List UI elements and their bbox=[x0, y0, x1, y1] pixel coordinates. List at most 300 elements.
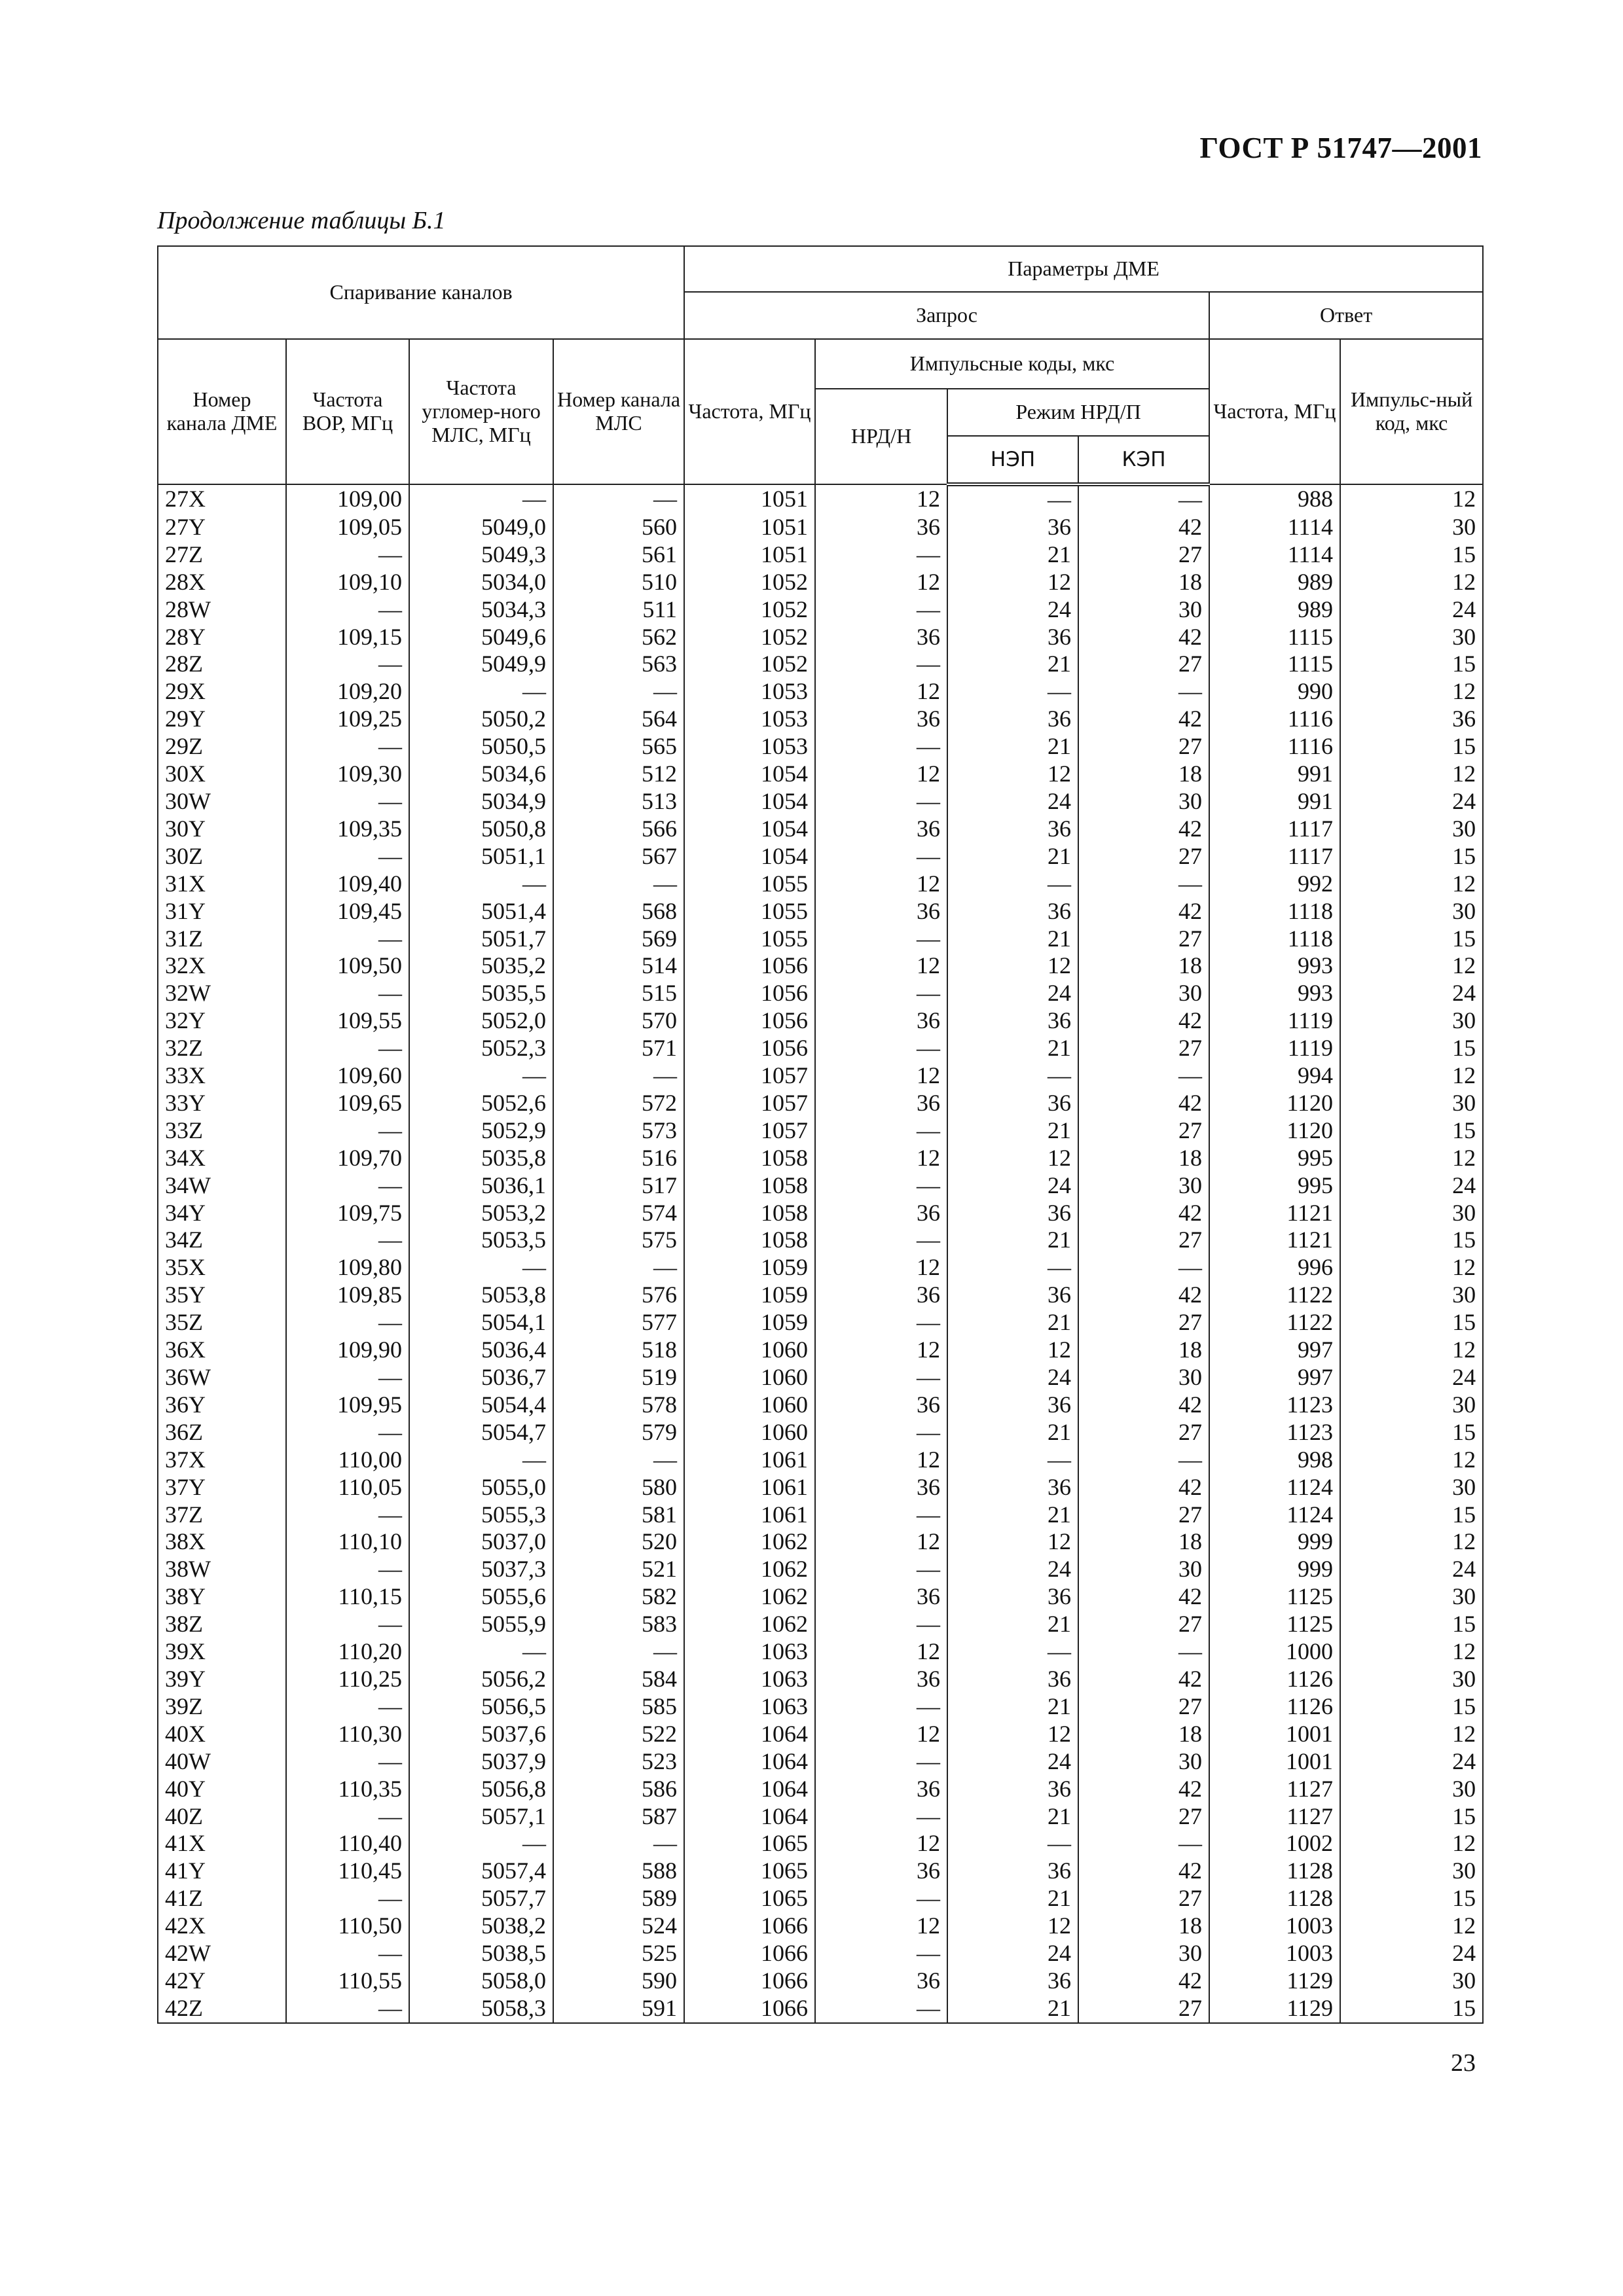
header-nrd-n: НРД/Н bbox=[815, 389, 947, 484]
cell-request-frequency: 1061 bbox=[684, 1501, 815, 1529]
cell-mls-frequency: 5054,4 bbox=[409, 1391, 553, 1419]
cell-mls-channel: — bbox=[553, 1062, 684, 1090]
cell-vor-frequency: 109,70 bbox=[286, 1145, 409, 1172]
cell-kep: 30 bbox=[1078, 1748, 1209, 1776]
cell-vor-frequency: 110,50 bbox=[286, 1912, 409, 1940]
cell-kep: 30 bbox=[1078, 980, 1209, 1007]
cell-reply-frequency: 990 bbox=[1209, 678, 1340, 706]
cell-mls-frequency: 5035,5 bbox=[409, 980, 553, 1007]
cell-dme-channel: 39X bbox=[158, 1638, 286, 1666]
cell-nrd-n: 36 bbox=[815, 624, 947, 651]
cell-reply-frequency: 1129 bbox=[1209, 1967, 1340, 1995]
cell-mls-frequency: 5050,2 bbox=[409, 706, 553, 733]
cell-vor-frequency: 110,20 bbox=[286, 1638, 409, 1666]
cell-mls-channel: 570 bbox=[553, 1007, 684, 1035]
cell-kep: 18 bbox=[1078, 1721, 1209, 1748]
cell-nrd-n: — bbox=[815, 1501, 947, 1529]
cell-nrd-n: — bbox=[815, 788, 947, 816]
cell-mls-frequency: 5057,4 bbox=[409, 1857, 553, 1885]
cell-reply-code: 15 bbox=[1340, 1227, 1483, 1254]
cell-nep: 36 bbox=[947, 1776, 1078, 1803]
table-row bbox=[158, 1528, 1483, 1556]
cell-request-frequency: 1066 bbox=[684, 1967, 815, 1995]
cell-nep: 36 bbox=[947, 1967, 1078, 1995]
cell-reply-code: 12 bbox=[1340, 1254, 1483, 1282]
table-row bbox=[158, 925, 1483, 953]
cell-reply-code: 30 bbox=[1340, 1391, 1483, 1419]
cell-request-frequency: 1065 bbox=[684, 1885, 815, 1912]
cell-nrd-n: — bbox=[815, 1556, 947, 1583]
cell-kep: — bbox=[1078, 1446, 1209, 1474]
cell-reply-code: 30 bbox=[1340, 1967, 1483, 1995]
cell-nep: 21 bbox=[947, 1117, 1078, 1145]
cell-vor-frequency: — bbox=[286, 1803, 409, 1831]
table-row bbox=[158, 980, 1483, 1007]
cell-mls-channel: 516 bbox=[553, 1145, 684, 1172]
cell-dme-channel: 38X bbox=[158, 1528, 286, 1556]
cell-mls-frequency: 5053,8 bbox=[409, 1282, 553, 1309]
cell-kep: 42 bbox=[1078, 816, 1209, 843]
cell-reply-code: 12 bbox=[1340, 1830, 1483, 1857]
cell-reply-code: 30 bbox=[1340, 1583, 1483, 1611]
cell-request-frequency: 1052 bbox=[684, 596, 815, 624]
cell-reply-code: 30 bbox=[1340, 1857, 1483, 1885]
cell-nep: 21 bbox=[947, 1693, 1078, 1721]
cell-mls-channel: 591 bbox=[553, 1995, 684, 2023]
cell-reply-code: 12 bbox=[1340, 1721, 1483, 1748]
cell-kep: 42 bbox=[1078, 514, 1209, 541]
cell-mls-frequency: 5037,0 bbox=[409, 1528, 553, 1556]
cell-reply-code: 12 bbox=[1340, 1145, 1483, 1172]
cell-reply-code: 24 bbox=[1340, 1172, 1483, 1200]
cell-nrd-n: 36 bbox=[815, 1090, 947, 1117]
cell-request-frequency: 1060 bbox=[684, 1391, 815, 1419]
cell-mls-frequency: 5051,7 bbox=[409, 925, 553, 953]
table-row bbox=[158, 1007, 1483, 1035]
cell-mls-frequency: 5050,5 bbox=[409, 733, 553, 761]
cell-dme-channel: 33X bbox=[158, 1062, 286, 1090]
cell-mls-channel: 522 bbox=[553, 1721, 684, 1748]
cell-dme-channel: 36W bbox=[158, 1364, 286, 1391]
cell-nep: 21 bbox=[947, 1611, 1078, 1638]
cell-reply-frequency: 1121 bbox=[1209, 1200, 1340, 1227]
cell-reply-frequency: 999 bbox=[1209, 1528, 1340, 1556]
cell-kep: 42 bbox=[1078, 1282, 1209, 1309]
cell-dme-channel: 27Z bbox=[158, 541, 286, 569]
cell-vor-frequency: 110,35 bbox=[286, 1776, 409, 1803]
cell-reply-code: 15 bbox=[1340, 541, 1483, 569]
cell-dme-channel: 40X bbox=[158, 1721, 286, 1748]
cell-reply-code: 15 bbox=[1340, 925, 1483, 953]
cell-dme-channel: 31Y bbox=[158, 898, 286, 925]
cell-nep: 24 bbox=[947, 788, 1078, 816]
cell-kep: 27 bbox=[1078, 1117, 1209, 1145]
cell-vor-frequency: — bbox=[286, 1556, 409, 1583]
cell-reply-frequency: 1128 bbox=[1209, 1857, 1340, 1885]
table-row bbox=[158, 1391, 1483, 1419]
cell-nep: 12 bbox=[947, 1145, 1078, 1172]
cell-nrd-n: 12 bbox=[815, 1254, 947, 1282]
table-row bbox=[158, 1282, 1483, 1309]
table-row bbox=[158, 952, 1483, 980]
header-channel-pairing: Спаривание каналов bbox=[158, 246, 684, 339]
cell-vor-frequency: 109,25 bbox=[286, 706, 409, 733]
cell-reply-frequency: 991 bbox=[1209, 788, 1340, 816]
cell-nrd-n: 12 bbox=[815, 952, 947, 980]
cell-reply-code: 12 bbox=[1340, 1336, 1483, 1364]
cell-nep: 21 bbox=[947, 925, 1078, 953]
cell-reply-frequency: 988 bbox=[1209, 484, 1340, 514]
cell-kep: 42 bbox=[1078, 1967, 1209, 1995]
cell-kep: 27 bbox=[1078, 1309, 1209, 1336]
cell-dme-channel: 38W bbox=[158, 1556, 286, 1583]
cell-reply-frequency: 1122 bbox=[1209, 1309, 1340, 1336]
cell-nrd-n: 12 bbox=[815, 1145, 947, 1172]
cell-reply-frequency: 1000 bbox=[1209, 1638, 1340, 1666]
cell-mls-channel: 515 bbox=[553, 980, 684, 1007]
cell-dme-channel: 28Z bbox=[158, 651, 286, 678]
cell-nrd-n: 12 bbox=[815, 1830, 947, 1857]
table-row bbox=[158, 870, 1483, 898]
cell-nep: 21 bbox=[947, 1885, 1078, 1912]
cell-request-frequency: 1064 bbox=[684, 1748, 815, 1776]
cell-request-frequency: 1051 bbox=[684, 484, 815, 514]
cell-kep: 42 bbox=[1078, 1007, 1209, 1035]
table-row bbox=[158, 1666, 1483, 1693]
cell-reply-frequency: 1121 bbox=[1209, 1227, 1340, 1254]
cell-mls-frequency: 5038,5 bbox=[409, 1940, 553, 1967]
cell-request-frequency: 1066 bbox=[684, 1912, 815, 1940]
cell-mls-frequency: 5052,0 bbox=[409, 1007, 553, 1035]
cell-mls-frequency: 5055,3 bbox=[409, 1501, 553, 1529]
cell-dme-channel: 35Z bbox=[158, 1309, 286, 1336]
cell-vor-frequency: 110,30 bbox=[286, 1721, 409, 1748]
cell-reply-frequency: 996 bbox=[1209, 1254, 1340, 1282]
cell-reply-code: 15 bbox=[1340, 1611, 1483, 1638]
cell-request-frequency: 1065 bbox=[684, 1857, 815, 1885]
cell-mls-channel: 560 bbox=[553, 514, 684, 541]
cell-mls-frequency: 5053,2 bbox=[409, 1200, 553, 1227]
cell-nrd-n: 12 bbox=[815, 484, 947, 514]
cell-vor-frequency: 109,00 bbox=[286, 484, 409, 514]
cell-mls-frequency: 5034,6 bbox=[409, 761, 553, 788]
cell-dme-channel: 41Z bbox=[158, 1885, 286, 1912]
cell-dme-channel: 38Z bbox=[158, 1611, 286, 1638]
cell-dme-channel: 41X bbox=[158, 1830, 286, 1857]
table-row bbox=[158, 1254, 1483, 1282]
cell-vor-frequency: 110,40 bbox=[286, 1830, 409, 1857]
table-row bbox=[158, 651, 1483, 678]
cell-vor-frequency: — bbox=[286, 1227, 409, 1254]
cell-nrd-n: — bbox=[815, 651, 947, 678]
cell-request-frequency: 1066 bbox=[684, 1940, 815, 1967]
cell-reply-frequency: 1127 bbox=[1209, 1803, 1340, 1831]
cell-nep: — bbox=[947, 1446, 1078, 1474]
cell-nep: 36 bbox=[947, 1007, 1078, 1035]
cell-reply-frequency: 1117 bbox=[1209, 816, 1340, 843]
cell-request-frequency: 1057 bbox=[684, 1090, 815, 1117]
cell-mls-channel: 519 bbox=[553, 1364, 684, 1391]
cell-reply-code: 24 bbox=[1340, 1748, 1483, 1776]
cell-mls-frequency: 5037,6 bbox=[409, 1721, 553, 1748]
cell-nrd-n: — bbox=[815, 980, 947, 1007]
cell-kep: 42 bbox=[1078, 1391, 1209, 1419]
cell-mls-channel: 523 bbox=[553, 1748, 684, 1776]
cell-nep: 21 bbox=[947, 1035, 1078, 1062]
cell-mls-channel: 524 bbox=[553, 1912, 684, 1940]
table-row bbox=[158, 816, 1483, 843]
table-row bbox=[158, 1556, 1483, 1583]
cell-mls-frequency: 5049,6 bbox=[409, 624, 553, 651]
table-row bbox=[158, 1721, 1483, 1748]
cell-request-frequency: 1059 bbox=[684, 1309, 815, 1336]
cell-reply-frequency: 1118 bbox=[1209, 898, 1340, 925]
cell-dme-channel: 30W bbox=[158, 788, 286, 816]
cell-mls-channel: 565 bbox=[553, 733, 684, 761]
table-row bbox=[158, 1446, 1483, 1474]
cell-vor-frequency: 109,40 bbox=[286, 870, 409, 898]
cell-mls-channel: 589 bbox=[553, 1885, 684, 1912]
cell-reply-code: 12 bbox=[1340, 484, 1483, 514]
cell-mls-channel: 563 bbox=[553, 651, 684, 678]
cell-nrd-n: — bbox=[815, 733, 947, 761]
cell-dme-channel: 41Y bbox=[158, 1857, 286, 1885]
cell-request-frequency: 1060 bbox=[684, 1419, 815, 1446]
cell-nep: 36 bbox=[947, 898, 1078, 925]
cell-request-frequency: 1056 bbox=[684, 980, 815, 1007]
cell-nep: 12 bbox=[947, 952, 1078, 980]
cell-dme-channel: 40Z bbox=[158, 1803, 286, 1831]
cell-reply-code: 30 bbox=[1340, 1666, 1483, 1693]
cell-reply-frequency: 1118 bbox=[1209, 925, 1340, 953]
cell-mls-frequency: 5034,9 bbox=[409, 788, 553, 816]
table-row bbox=[158, 1227, 1483, 1254]
cell-dme-channel: 29Y bbox=[158, 706, 286, 733]
cell-request-frequency: 1063 bbox=[684, 1666, 815, 1693]
cell-reply-code: 24 bbox=[1340, 980, 1483, 1007]
cell-vor-frequency: 109,75 bbox=[286, 1200, 409, 1227]
cell-request-frequency: 1052 bbox=[684, 651, 815, 678]
cell-mls-channel: — bbox=[553, 484, 684, 514]
cell-nep: 36 bbox=[947, 1090, 1078, 1117]
cell-nep: 12 bbox=[947, 1912, 1078, 1940]
cell-request-frequency: 1062 bbox=[684, 1528, 815, 1556]
cell-reply-code: 12 bbox=[1340, 1638, 1483, 1666]
cell-dme-channel: 35Y bbox=[158, 1282, 286, 1309]
cell-reply-code: 30 bbox=[1340, 624, 1483, 651]
cell-dme-channel: 40Y bbox=[158, 1776, 286, 1803]
cell-kep: 27 bbox=[1078, 651, 1209, 678]
cell-kep: — bbox=[1078, 1062, 1209, 1090]
cell-nrd-n: 36 bbox=[815, 1967, 947, 1995]
cell-vor-frequency: 109,65 bbox=[286, 1090, 409, 1117]
cell-mls-channel: 517 bbox=[553, 1172, 684, 1200]
cell-nep: 36 bbox=[947, 816, 1078, 843]
cell-kep: 30 bbox=[1078, 1556, 1209, 1583]
cell-nep: 21 bbox=[947, 1227, 1078, 1254]
cell-mls-channel: 513 bbox=[553, 788, 684, 816]
cell-request-frequency: 1060 bbox=[684, 1336, 815, 1364]
header-request-frequency: Частота, МГц bbox=[684, 339, 815, 484]
table-row bbox=[158, 1117, 1483, 1145]
cell-mls-frequency: 5038,2 bbox=[409, 1912, 553, 1940]
cell-nrd-n: — bbox=[815, 1611, 947, 1638]
cell-nrd-n: — bbox=[815, 1172, 947, 1200]
cell-dme-channel: 32X bbox=[158, 952, 286, 980]
cell-reply-code: 12 bbox=[1340, 870, 1483, 898]
cell-dme-channel: 30X bbox=[158, 761, 286, 788]
cell-nrd-n: 36 bbox=[815, 1007, 947, 1035]
cell-reply-code: 30 bbox=[1340, 1200, 1483, 1227]
cell-vor-frequency: 109,15 bbox=[286, 624, 409, 651]
cell-request-frequency: 1056 bbox=[684, 1007, 815, 1035]
cell-request-frequency: 1064 bbox=[684, 1776, 815, 1803]
cell-nrd-n: 36 bbox=[815, 898, 947, 925]
cell-request-frequency: 1054 bbox=[684, 843, 815, 870]
cell-request-frequency: 1058 bbox=[684, 1200, 815, 1227]
cell-mls-channel: — bbox=[553, 870, 684, 898]
cell-reply-code: 30 bbox=[1340, 1090, 1483, 1117]
table-row bbox=[158, 788, 1483, 816]
cell-reply-code: 12 bbox=[1340, 1446, 1483, 1474]
cell-reply-frequency: 995 bbox=[1209, 1172, 1340, 1200]
cell-mls-channel: 569 bbox=[553, 925, 684, 953]
cell-reply-code: 15 bbox=[1340, 1035, 1483, 1062]
cell-dme-channel: 33Y bbox=[158, 1090, 286, 1117]
header-reply-pulse-code: Импульс-ный код, мкс bbox=[1340, 339, 1483, 484]
cell-kep: — bbox=[1078, 1830, 1209, 1857]
cell-request-frequency: 1065 bbox=[684, 1830, 815, 1857]
cell-reply-code: 15 bbox=[1340, 1995, 1483, 2023]
cell-reply-frequency: 1119 bbox=[1209, 1035, 1340, 1062]
cell-request-frequency: 1055 bbox=[684, 925, 815, 953]
cell-nep: 21 bbox=[947, 1501, 1078, 1529]
cell-nep: 21 bbox=[947, 733, 1078, 761]
cell-mls-channel: 576 bbox=[553, 1282, 684, 1309]
cell-vor-frequency: 109,10 bbox=[286, 569, 409, 596]
cell-kep: — bbox=[1078, 1638, 1209, 1666]
cell-reply-frequency: 1128 bbox=[1209, 1885, 1340, 1912]
cell-mls-channel: 518 bbox=[553, 1336, 684, 1364]
cell-vor-frequency: — bbox=[286, 1611, 409, 1638]
cell-vor-frequency: 109,45 bbox=[286, 898, 409, 925]
cell-mls-channel: 512 bbox=[553, 761, 684, 788]
cell-nep: 36 bbox=[947, 1474, 1078, 1501]
cell-vor-frequency: — bbox=[286, 980, 409, 1007]
cell-request-frequency: 1063 bbox=[684, 1638, 815, 1666]
cell-reply-code: 30 bbox=[1340, 898, 1483, 925]
cell-mls-channel: — bbox=[553, 678, 684, 706]
cell-kep: 30 bbox=[1078, 788, 1209, 816]
cell-mls-frequency: 5055,0 bbox=[409, 1474, 553, 1501]
cell-vor-frequency: 110,55 bbox=[286, 1967, 409, 1995]
cell-mls-frequency: 5049,0 bbox=[409, 514, 553, 541]
cell-reply-frequency: 1116 bbox=[1209, 706, 1340, 733]
cell-reply-frequency: 1001 bbox=[1209, 1748, 1340, 1776]
cell-reply-frequency: 1126 bbox=[1209, 1693, 1340, 1721]
cell-mls-channel: 525 bbox=[553, 1940, 684, 1967]
cell-kep: 18 bbox=[1078, 1912, 1209, 1940]
table-row bbox=[158, 678, 1483, 706]
cell-request-frequency: 1059 bbox=[684, 1282, 815, 1309]
cell-reply-frequency: 1002 bbox=[1209, 1830, 1340, 1857]
cell-vor-frequency: — bbox=[286, 733, 409, 761]
header-mls-channel-number: Номер канала МЛС bbox=[553, 339, 684, 484]
cell-nrd-n: — bbox=[815, 1309, 947, 1336]
cell-request-frequency: 1063 bbox=[684, 1693, 815, 1721]
table-row bbox=[158, 1062, 1483, 1090]
cell-mls-frequency: — bbox=[409, 1830, 553, 1857]
table-row bbox=[158, 1885, 1483, 1912]
cell-vor-frequency: 109,30 bbox=[286, 761, 409, 788]
cell-mls-frequency: 5054,1 bbox=[409, 1309, 553, 1336]
cell-reply-code: 12 bbox=[1340, 761, 1483, 788]
cell-nep: 21 bbox=[947, 1995, 1078, 2023]
cell-nep: 21 bbox=[947, 1803, 1078, 1831]
table-row bbox=[158, 484, 1483, 514]
cell-dme-channel: 40W bbox=[158, 1748, 286, 1776]
cell-nep: 21 bbox=[947, 843, 1078, 870]
cell-nrd-n: 36 bbox=[815, 816, 947, 843]
cell-vor-frequency: 109,90 bbox=[286, 1336, 409, 1364]
cell-nep: 36 bbox=[947, 1200, 1078, 1227]
cell-dme-channel: 42Y bbox=[158, 1967, 286, 1995]
cell-request-frequency: 1052 bbox=[684, 624, 815, 651]
cell-nrd-n: — bbox=[815, 1227, 947, 1254]
cell-vor-frequency: 110,15 bbox=[286, 1583, 409, 1611]
cell-mls-frequency: — bbox=[409, 484, 553, 514]
cell-dme-channel: 28Y bbox=[158, 624, 286, 651]
cell-reply-frequency: 991 bbox=[1209, 761, 1340, 788]
cell-nrd-n: — bbox=[815, 1693, 947, 1721]
cell-reply-code: 30 bbox=[1340, 1474, 1483, 1501]
cell-kep: 27 bbox=[1078, 1885, 1209, 1912]
cell-nrd-n: 36 bbox=[815, 1474, 947, 1501]
cell-kep: 42 bbox=[1078, 1857, 1209, 1885]
cell-kep: 42 bbox=[1078, 1200, 1209, 1227]
cell-reply-frequency: 1120 bbox=[1209, 1090, 1340, 1117]
cell-request-frequency: 1054 bbox=[684, 788, 815, 816]
cell-reply-frequency: 997 bbox=[1209, 1364, 1340, 1391]
cell-nrd-n: — bbox=[815, 596, 947, 624]
table-row bbox=[158, 1857, 1483, 1885]
header-kep: КЭП bbox=[1078, 436, 1209, 484]
cell-reply-code: 12 bbox=[1340, 678, 1483, 706]
cell-request-frequency: 1058 bbox=[684, 1145, 815, 1172]
page-number: 23 bbox=[1451, 2049, 1476, 2077]
cell-mls-channel: 566 bbox=[553, 816, 684, 843]
cell-kep: — bbox=[1078, 870, 1209, 898]
cell-vor-frequency: 109,80 bbox=[286, 1254, 409, 1282]
cell-kep: — bbox=[1078, 484, 1209, 514]
cell-mls-frequency: 5057,1 bbox=[409, 1803, 553, 1831]
cell-reply-frequency: 1120 bbox=[1209, 1117, 1340, 1145]
cell-kep: 18 bbox=[1078, 952, 1209, 980]
cell-vor-frequency: — bbox=[286, 843, 409, 870]
table-row bbox=[158, 1309, 1483, 1336]
cell-dme-channel: 30Y bbox=[158, 816, 286, 843]
cell-reply-frequency: 1125 bbox=[1209, 1583, 1340, 1611]
cell-nep: 21 bbox=[947, 651, 1078, 678]
cell-mls-channel: 574 bbox=[553, 1200, 684, 1227]
table-row bbox=[158, 1776, 1483, 1803]
cell-nrd-n: 36 bbox=[815, 1200, 947, 1227]
cell-kep: 27 bbox=[1078, 1611, 1209, 1638]
cell-nrd-n: — bbox=[815, 925, 947, 953]
cell-nrd-n: 12 bbox=[815, 1062, 947, 1090]
cell-mls-frequency: 5052,3 bbox=[409, 1035, 553, 1062]
table-row bbox=[158, 898, 1483, 925]
